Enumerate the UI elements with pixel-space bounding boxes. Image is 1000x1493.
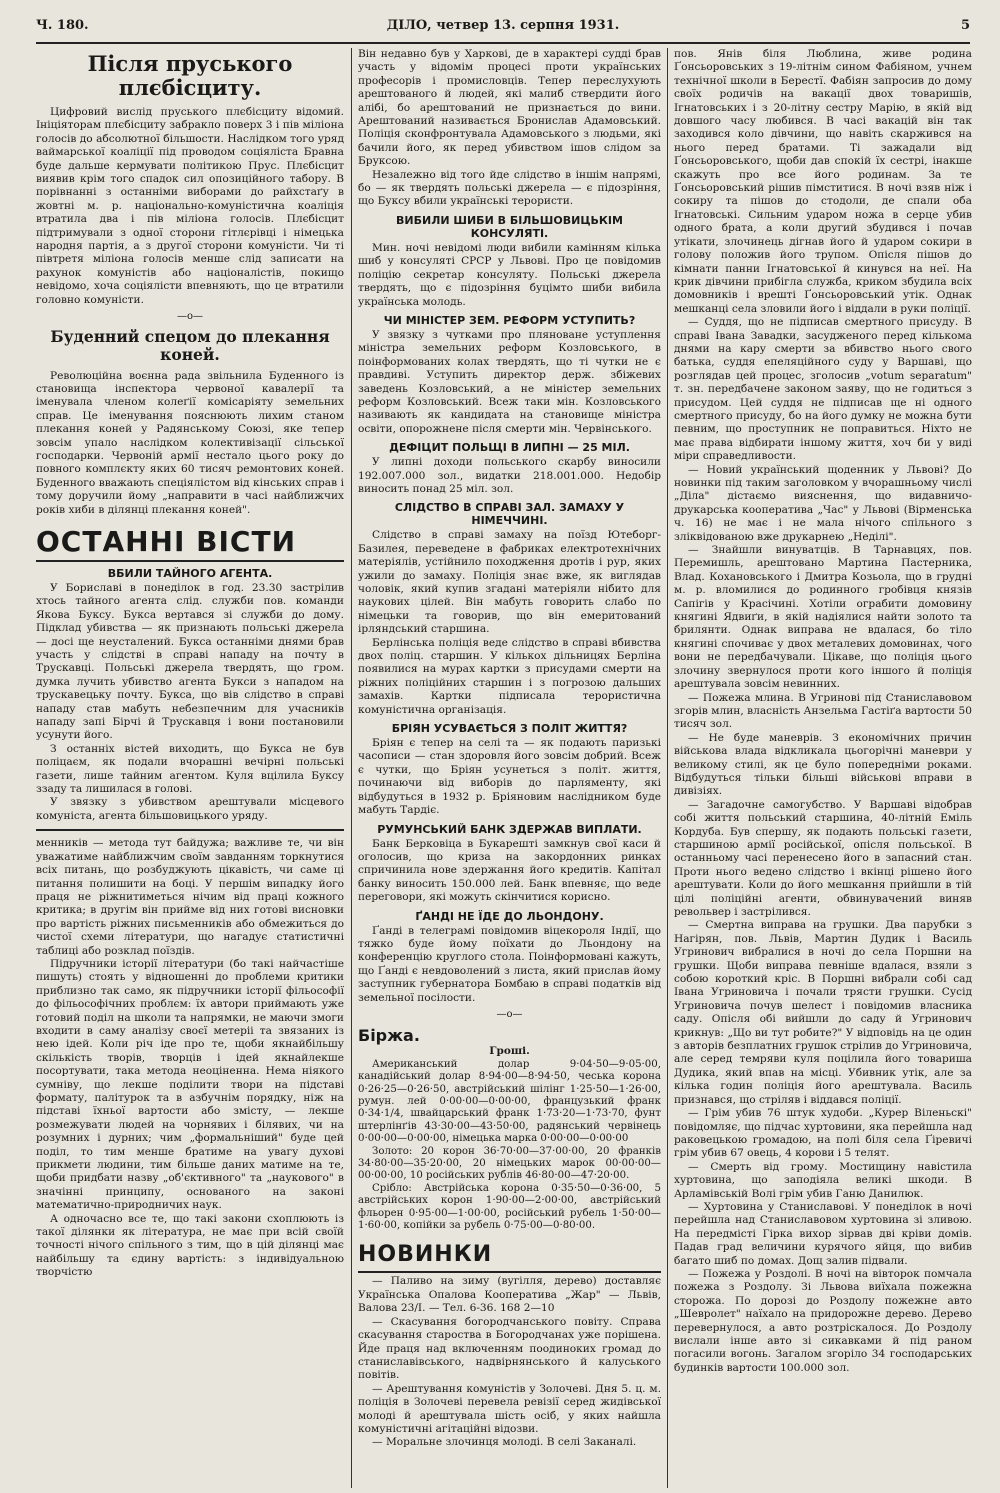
article-body: Цифровий вислід пруського плєбісциту відомий. Ініціяторам плєбісциту забракло поверх 3 і пів міліона голосів до абсолютної більшости. Наслідком того уряд ваймарської коаліції під проводом соціяліста Бравна буде дальше кермувати політикою Прус. Плєбісцит виявив крім того спадок сил опозиційного табору. В порівнанні з останніми виборами до райхстаґу в жовтні м. р. національно-комуністична коаліція втратила два і пів міліона голосів. Плєбісцит підтримували з одної сторони гітлєрівці і німецька народня партія, а з другої сторони комуністи. Чи ті півтретя міліона голосів менше слід записати на рахунок комуністів або націоналістів, покищо невідомо, хоча соціялісти впевняють, що це втратили головно комуністи. bbox=[36, 106, 344, 306]
news-item: — Смерть від грому. Мостищину навістила хуртовина, що заподіяла великі шкоди. В Арламівській Волі грім убив Ганю Данилюк. bbox=[674, 1160, 972, 1200]
news-item: — Арештування комуністів у Золочеві. Дня 5. ц. м. поліція в Золочеві перевела ревізії серед жидівської молоді й арештувала шість осіб, у яких найшла комуністичні агітаційні відозви. bbox=[358, 1382, 661, 1435]
section-banner: ОСТАННІ ВІСТИ bbox=[36, 527, 344, 562]
news-item: — Знайшли винуватців. В Тарнавцях, пов. Перемишль, арештовано Мартина Пастерника, Влад. Кохановського і Дмитра Козьола, що в грудні м. р. вломилися до родинного гробівця князів Сапігів у Красічині. Хотіли ограбити домовину княгині Ядвиґи, в якій надіялися найти золото та брилянти. Однак виправа не вдалася, бо тіло княгині спочиває у двох металевих домовинах, чого вони не передбачували. Цікаве, що поліція цього злочину звернулося проти кого іншого й поліція арештувала зовсім невинних. bbox=[674, 544, 972, 691]
article-title: ВИБИЛИ ШИБИ В БІЛЬШОВИЦЬКІМ КОНСУЛЯТІ. bbox=[396, 213, 623, 240]
news-item: — Паливо на зиму (вугілля, дерево) доставляє Українська Опалова Кооператива „Жар" — Львів, Валова 23/І. — Тел. 6-36. 168 2—10 bbox=[358, 1275, 661, 1315]
article-paragraph: Він недавно був у Харкові, де в характері судді брав участь у відомім процесі проти українських професорів і промисловців. Тепер переслухують арештованого й людей, які малиб ствердити його алібі, бо арештований не признається до вини. Арештований називається Бронислав Адамовський. Поліція сконфронтувала Адамовського з людьми, які бачили його, як перед убивством ішов слідом за Бруксою. bbox=[358, 48, 661, 168]
article-paragraph: Слідство в справі замаху на поїзд Ютеборг-Базилея, переведене в фабриках електротехнічних матеріялів, устійнило походження дротів і рур, яких ужили до замаху. Поліція знає вже, як виглядав чоловік, який купив згадані матеріяли нібито для наукових цілей. Він мабуть говорить слабо по німецьки та говорив, що він емеритований ірляндський старшина. bbox=[358, 529, 661, 636]
article-paragraph: Берлінська поліція веде слідство в справі вбивства двох поліц. старшин. У кількох дільницях Берліна появилися на мурах картки з присудами смерти на ріжних поліційних старшин і з погрозою дальших замахів. Картки підписала терористична комуністична організація. bbox=[358, 636, 661, 716]
article-body: У липні доходи польського скарбу виносили 192.007.000 зол., видатки 218.001.000. Недобір виносить понад 25 міл. зол. bbox=[358, 456, 661, 495]
news-item: — Хуртовина у Станиславові. У понеділок в ночі перейшла над Станиславовом хуртовина зі зливою. На передмісті Гірка вихор зірвав дві кріви домів. Падав град величини курячого яйця, що вибив багато шиб по домах. Дощ залив підвали. bbox=[674, 1200, 972, 1267]
separator: —o— bbox=[496, 1008, 523, 1020]
article-paragraph: Незалежно від того йде слідство в іншім напрямі, бо — як твердять польські джерела — є підозріння, що Букcу вбили українські терористи. bbox=[358, 168, 661, 208]
news-item: — Пожежа у Роздолі. В ночі на вівторок помчала пожежа з Роздолу. Зі Львова виїхала пожежна сторожа. По дорозі до Роздолу пожежне авто „Шевролет" наїхало на придорожне дерево. Дерево перевернулося, а авто розтріскалося. До Роздолу вислали інше авто зі сикавками й під раном погасили вогонь. Загалом згоріло 34 господарських будинків вартости 100.000 зол. bbox=[674, 1267, 972, 1374]
column-1 bbox=[36, 48, 344, 1488]
news-item: пов. Янів біля Люблина, живе родина Ґонсьоровських з 19-літнім сином Фабіяном, учнем технічної школи в Берестї. Фабіян запросив до дому своїх родичів на вакації двох товаришів, Ігнатовських і з 20-літну сестру Марію, в якій від довшого часу любився. В часі вакацій він так заходився коло дівчини, що навіть скаржився на нього перед братами. Ті зажадали від Ґонсьоровського, щоби дав спокій їх сестрі, інакше скажуть про все його родинам. За те Ґонсьоровський рішив пімститися. В ночі взяв ніж і сокиру та пішов до стодоли, де спали оба Ігнатовські. Сильним ударом ножа в серце убив одного брата, а коли другий збудився і почав утікати, злочинець дігнав його й ударом сокири в голову положив його трупом. Опісля пішов до кімнати панни Ігнатовської й кинувся на неї. На крик дівчини прибігла служба, криком збудила всіх домовників і врешті Ґонсьоровський утік. Однак мешканці села зловили його і віддали в руки поліції. bbox=[674, 48, 972, 315]
article-paragraph: У звязку з убивством арештували місцевого комуніста, агента більшовицького уряду. bbox=[36, 796, 344, 822]
separator: —o— bbox=[176, 311, 204, 323]
section-banner: НОВИНКИ bbox=[358, 1242, 661, 1273]
article-title: Буденний спецом до плекання коней. bbox=[50, 326, 330, 364]
article-paragraph: З останніх вістей виходить, що Букса не був поліцаєм, як подали вчорашні вечірні польські газети, лише тайним агентом. Куля вцілила Буксу ззаду та лишилася в голові. bbox=[36, 742, 344, 796]
exchange-section-title: Біржа. bbox=[358, 1026, 420, 1046]
article-body: Революційна воєнна рада звільнила Буденного із становища інспектора червоної кавалерії та іменувала членом колеґії комісаріяту земельних справ. Це іменування пояснюють лихим станом плекання коней у Радянському Союзі, яке тепер зовсім упало наслідком колективізації сільської господарки. Червоній армії нестало цього року до повного комплєкту яких 60 тисяч ремонтових коней. Буденного вважають спеціялістом від кінських справ і тому доручили йому „направити в часі найближчих років хиби в ділянці плекання коней". bbox=[36, 369, 344, 516]
page-number: 5 bbox=[960, 18, 970, 33]
article-title: РУМУНСЬКИЙ БАНК ЗДЕРЖАВ ВИПЛАТИ. bbox=[377, 822, 642, 836]
exchange-silver: Срібло: Австрійська корона 0·35·50—0·36·00, 5 австрійських корон 1·90·00—2·00·00, австрійський фльорен 0·95·00—1·00·00, російський рубель 1·50·00—1·60·00, копійки за рубель 0·75·00—0·80·00. bbox=[358, 1182, 661, 1232]
column-2 bbox=[351, 48, 661, 1488]
article-body: Бріян є тепер на селі та — як подають паризькі часописи — стан здоровля його зовсім добрий. Всеж є чутки, що Бріян усунеться з політ. життя, починаючи від виборів до парляменту, які відбудуться в 1932 р. Бріяновим наслідником буде мабуть Тардіє. bbox=[358, 737, 661, 817]
divider bbox=[36, 829, 344, 831]
article-paragraph: У Бориславі в понеділок в год. 23.30 застрілив хтось тайного агента слід. служби пов. команди Якова Буксу. Букса вертався зі служби до дому. Підклад убивства — як признають польські джерела — досі ще неусталений. Букса останніми днями брав участь у слідстві в справі нападу на почту в Трускавці. Польські джерела твердять, що гром. думка лучить убивство агента Букси з нападом на трускавецьку почту. Букса, що вів слідство в справі нападу став мабуть небезпечним для учасників нападу запі Бірчі й Трускавця і вони постановили усунути його. bbox=[36, 581, 344, 742]
article-body: Мин. ночі невідомі люди вибили камінням кілька шиб у консуляті СРСР у Львові. Про це повідомив поліцію секретар консуляту. Польські джерела твердять, що є підозріння буцімто шиби вибила українська молодь. bbox=[358, 241, 661, 308]
essay-paragraph: Підручники історії літератури (бо такі найчастіше пишуть) стоять у відношенні до проблеми критики приблизно так само, як підручники історії фільософії до фільософічних проблєм: їх автори приймають уже готовий поділ на школи та напрямки, не маючи змоги входити в саму аналізу своєї метеріі та звязаних із нею ідей. Коли річ іде про те, щоби якнайбільшу скількість творів, творців і ідей якнайлекше посортувати, така метода неоціненна. Нема ніякого сумніву, що лекше поділити твори на підставі формату, палітурок та в азбучнім порядку, ніж на підставі їхньої вартости або змісту, — лекше розмежувати людей на чорнявих і білявих, чи на розумних і дурних; чим „формальніший" буде цей поділ, то тим менше братиме на увагу духові прикмети людини, тим більше даних матиме на те, щоби придбати назву „об'єктивного" та „наукового" в значінні принципу, основаного на законі математично-природничих наук. bbox=[36, 957, 344, 1212]
news-item: — Грім убив 76 штук худоби. „Курер Віленьскі" повідомляє, що підчас хуртовини, яка перейшла над раковецькою громадою, на полі біля села Ґіревичі грім убив 67 овець, 4 корови і 5 телят. bbox=[674, 1107, 972, 1160]
exchange-rates: Американський долар 9·04·50—9·05·00, канадійський долар 8·94·00—8·94·50, чеська корона 0·26·25—0·26·50, австрійський шілінг 1·25·50—1·26·00, румун. лей 0·00·00—0·00·00, французький франк 0·34·1/4, швайцарський франк 1·73·20—1·73·70, фунт штерлінґів 43·30·00—43·50·00, радянський червінець 0·00·00—0·00·00, німецька марка 0·00·00—0·00·00 bbox=[358, 1058, 661, 1145]
news-item: — Смертна виправа на грушки. Два парубки з Нагірян, пов. Львів, Мартин Дудик і Василь Угринович вибралися в ночі до села Поршни на грушки. Щоби виправа певніше вдалася, взяли з собою короткий кріс. В Поршні вибрали собі сад Івана Угриновича і почали трясти грушки. Сусід Угриновича почув шелест і повідомив власника саду. Опісля обі вийшли до саду й Угринович крикнув: „Що ви тут робите?" У відповідь на це один з авторів безплатних грушок стрілив до Угриновича, але серед темряви куля поцілила його товариша Дудика, який впав на місці. Убивник утік, але за кілька годин поліція його арештувала. Василь признався, що стріляв і віддався поліції. bbox=[674, 919, 972, 1106]
essay-paragraph: А одночасно все те, що такі закони схоплюють із такої ділянки як література, не має при всій своїй точності нічого спільного з тим, що в цій ділянці має найбільшу та єдину вартість: з індивідуальною творчістю bbox=[36, 1212, 344, 1279]
exchange-gold: Золото: 20 корон 36·70·00—37·00·00, 20 франків 34·80·00—35·20·00, 20 німецьких марок 00·00·00—00·00·00, 10 російських рублів 46·80·00—47·20·00. bbox=[358, 1145, 661, 1182]
article-title: ВБИЛИ ТАЙНОГО АГЕНТА. bbox=[107, 566, 273, 580]
news-item: — Скасування богородчанського повіту. Справа скасування староства в Богородчанах уже порішена. Йде праця над включенням поодиноких громад до станиславівського, надвірнянського й калуського повітів. bbox=[358, 1315, 661, 1382]
article-title: Після пруського плєбісциту. bbox=[87, 51, 293, 100]
essay-paragraph: менників — метода тут байдужа; важливе те, чи він уважатиме найближчим своїм завданням торкнутися всіх питань, що розбуджують цікавість, чи саме ці питання полишити на боці. У першім випадку його праця не ріжнитиметься нічим від праці кожного критика; в другім він прийме від них готові висновки про вартість ріжних письменників або обмежиться до чистої схеми літератури, що нагадує статистичні таблиці або розклад поїздів. bbox=[36, 837, 344, 957]
exchange-subtitle: Гроші. bbox=[489, 1045, 530, 1058]
article-body: Банк Берковіца в Букарешті замкнув свої каси й оголосив, що криза на закордонних ринках спричинила нове здержання його кредитів. Капітал банку виносить 150.000 лей. Банк впевняє, що веде переговори, які можуть скінчитися корисно. bbox=[358, 837, 661, 904]
article-title: ЧИ МІНІСТЕР ЗЕМ. РЕФОРМ УСТУПИТЬ? bbox=[383, 313, 636, 327]
article-title: ДЕФІЦИТ ПОЛЬЩІ В ЛИПНІ — 25 МІЛ. bbox=[389, 441, 630, 455]
masthead bbox=[36, 14, 970, 44]
news-item: — Не буде маневрів. З економічних причин військова влада відкликала цьогорічні маневри у великому стилі, як це було попередніми роками. Відбудуться тільки більші військові вправи в дивізіях. bbox=[674, 731, 972, 798]
news-item: — Новий український щоденник у Львові? До новинки під таким заголовком у вчорашньому числі „Діла" дістаємо вияснення, що видавничо-друкарська кооператива „Час" у Львові (Вірменська ч. 16) не має і не мала нічого спільного з зліквідованою вже друкарнею „Неділі". bbox=[674, 463, 972, 543]
news-item: — Пожежа млина. В Угринові під Станиславовом згорів млин, власність Анзельма Гастіґа вартости 50 тисяч зол. bbox=[674, 691, 972, 731]
column-3 bbox=[667, 48, 972, 1488]
article-body: Ґанді в телеграмі повідомив віцекороля Індії, що тяжко буде йому поїхати до Льондону на конференцію круглого стола. Поінформовані кажуть, що Ґанді є невдоволений з листа, який прислав йому заступник губернатора Бомбаю в справі податків від земельної посілости. bbox=[358, 924, 661, 1004]
article-title: БРІЯН УСУВАЄТЬСЯ З ПОЛІТ ЖИТТЯ? bbox=[391, 722, 628, 736]
article-title: ҐАНДІ НЕ ЇДЕ ДО ЛЬОНДОНУ. bbox=[415, 909, 604, 923]
news-item: — Загадочне самогубство. У Варшаві відобрав собі життя польський старшина, 40-літній Еміль Кордуба. Був спершу, як подають польські газети, старшиною армії російської, опісля польської. В останньому часі перенесено його в запасний стан. Проти нього ведено слідство і вкінці рішено його арештувати. Коли до його мешкання прийшли в тій цілі поліційні агенти, обвинувачений виняв револьвер і застрілився. bbox=[674, 798, 972, 918]
article-title: СЛІДСТВО В СПРАВІ ЗАЛ. ЗАМАХУ У НІМЕЧЧИНІ. bbox=[394, 501, 625, 528]
newspaper-title-date: ДІЛО, четвер 13. серпня 1931. bbox=[386, 18, 620, 33]
news-item: — Моральне злочинця молоді. В селі Заканалі. bbox=[372, 1436, 637, 1449]
article-body: У звязку з чутками про пляноване уступлення міністра земельних реформ Козловського, в поінформованих колах твердять, що ті чутки не є правдиві. Уступить директор держ. збіжевих заведень Козловський, а не міністер земельних реформ Козловський. Всеж таки мін. Козловського називають як кандидата на становище міністра освіти, опорожнене після смерти мін. Червінського. bbox=[358, 328, 661, 435]
news-item: — Суддя, що не підписав смертного присуду. В справі Івана Завадки, засудженого перед кількома днями на кару смерти за вбивство нього свого батька, суддя епеляційного суду у Варшаві, що розглядав цей процес, зголосив „votum separatum" т. зн. передбачене законом заяву, що не годиться з присудом. Цей суддя не підписав ще ні одного смертного присуду, бо на його думку не можна бути певним, що проступник не поправиться. Ніхто не має права відбирати іншому життя, хоч би у виді міри справедливости. bbox=[674, 316, 972, 463]
issue-number: Ч. 180. bbox=[36, 18, 89, 33]
